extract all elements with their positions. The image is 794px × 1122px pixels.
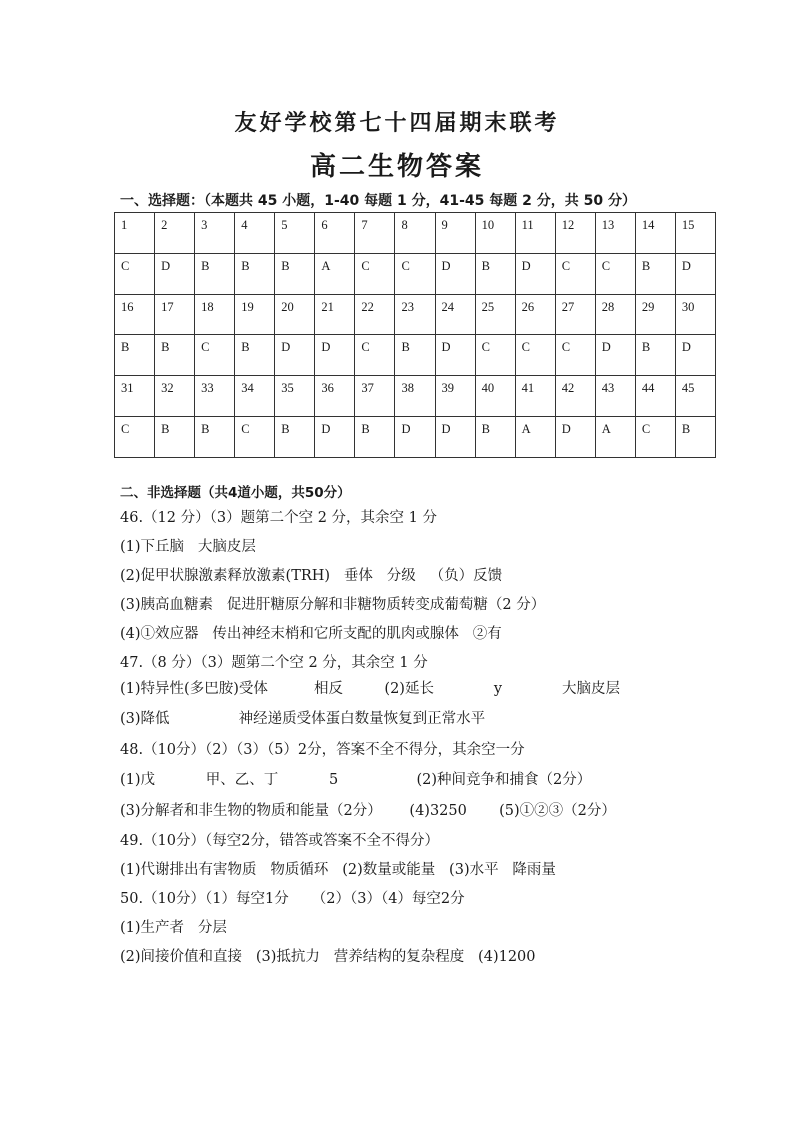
answer-cell: C	[355, 253, 395, 294]
q49-answer: (1)代谢排出有害物质 物质循环 (2)数量或能量 (3)水平 降雨量	[120, 862, 556, 878]
answer-cell: C	[195, 335, 235, 376]
answer-cell: D	[555, 417, 595, 458]
question-number-cell: 21	[315, 294, 355, 335]
question-number-cell: 43	[595, 376, 635, 417]
answer-cell: B	[475, 253, 515, 294]
q50-answer-1: (1)生产者 分层	[120, 920, 227, 936]
answer-row	[115, 417, 716, 458]
q46-answer-4: (4)①效应器 传出神经末梢和它所支配的肌肉或腺体 ②有	[120, 626, 502, 642]
answer-row	[115, 253, 716, 294]
answer-cell: B	[195, 417, 235, 458]
q50-answer-2: (2)间接价值和直接 (3)抵抗力 营养结构的复杂程度 (4)1200	[120, 949, 536, 965]
answer-cell: C	[595, 253, 635, 294]
question-number-cell: 9	[435, 213, 475, 254]
answer-cell: D	[435, 253, 475, 294]
answer-cell: C	[555, 253, 595, 294]
answer-cell: D	[275, 335, 315, 376]
question-number-cell: 31	[115, 376, 155, 417]
q48-answer-1: (1)戊 甲、乙、丁 5 (2)种间竞争和捕食（2分）	[120, 772, 592, 788]
answer-cell: B	[275, 253, 315, 294]
question-number-cell: 44	[635, 376, 675, 417]
question-number-cell: 27	[555, 294, 595, 335]
question-number-cell: 23	[395, 294, 435, 335]
q50-header: 50.（10分）（1）每空1分 （2）（3）（4）每空2分	[120, 891, 465, 907]
subject-title: 高二生物答案	[309, 152, 484, 182]
question-number-cell: 10	[475, 213, 515, 254]
question-number-cell: 7	[355, 213, 395, 254]
answer-cell: B	[355, 417, 395, 458]
question-number-cell: 24	[435, 294, 475, 335]
answer-cell: B	[675, 417, 715, 458]
answer-cell: D	[515, 253, 555, 294]
question-number-cell: 25	[475, 294, 515, 335]
answer-cell: D	[595, 335, 635, 376]
answer-cell: D	[435, 417, 475, 458]
question-number-cell: 32	[155, 376, 195, 417]
answer-cell: C	[635, 417, 675, 458]
question-number-cell: 15	[675, 213, 715, 254]
q46-answer-2: (2)促甲状腺激素释放激素(TRH) 垂体 分级 （负）反馈	[120, 568, 503, 584]
question-number-cell: 20	[275, 294, 315, 335]
question-number-cell: 5	[275, 213, 315, 254]
answer-cell: B	[195, 253, 235, 294]
q46-answer-1: (1)下丘脑 大脑皮层	[120, 539, 256, 555]
school-title: 友好学校第七十四届期末联考	[234, 110, 560, 136]
question-number-cell: 41	[515, 376, 555, 417]
question-number-row	[115, 213, 716, 254]
answer-cell: B	[115, 335, 155, 376]
question-number-cell: 39	[435, 376, 475, 417]
answer-cell: B	[475, 417, 515, 458]
question-number-cell: 36	[315, 376, 355, 417]
answer-cell: B	[635, 253, 675, 294]
answer-cell: B	[275, 417, 315, 458]
answer-cell: D	[675, 335, 715, 376]
question-number-cell: 28	[595, 294, 635, 335]
question-number-cell: 40	[475, 376, 515, 417]
q48-header: 48.（10分）（2）（3）（5）2分，答案不全不得分，其余空一分	[120, 742, 525, 758]
question-number-cell: 18	[195, 294, 235, 335]
question-number-cell: 1	[115, 213, 155, 254]
question-number-cell: 22	[355, 294, 395, 335]
question-number-row	[115, 294, 716, 335]
question-number-cell: 26	[515, 294, 555, 335]
q46-answer-3: (3)胰高血糖素 促进肝糖原分解和非糖物质转变成葡萄糖（2 分）	[120, 597, 546, 613]
question-number-cell: 14	[635, 213, 675, 254]
question-number-cell: 42	[555, 376, 595, 417]
answer-cell: C	[235, 417, 275, 458]
question-number-cell: 12	[555, 213, 595, 254]
answer-cell: D	[155, 253, 195, 294]
question-number-cell: 37	[355, 376, 395, 417]
answer-cell: D	[395, 417, 435, 458]
question-number-cell: 11	[515, 213, 555, 254]
question-number-cell: 3	[195, 213, 235, 254]
answer-cell: C	[355, 335, 395, 376]
answer-cell: A	[515, 417, 555, 458]
q49-header: 49.（10分）（每空2分，错答或答案不全不得分）	[120, 833, 439, 849]
answer-cell: D	[675, 253, 715, 294]
question-number-cell: 38	[395, 376, 435, 417]
answer-cell: B	[155, 335, 195, 376]
answer-table	[114, 212, 716, 458]
q46-header: 46.（12 分）（3）题第二个空 2 分，其余空 1 分	[120, 510, 437, 526]
answer-cell: C	[475, 335, 515, 376]
answer-cell: D	[315, 417, 355, 458]
answer-row	[115, 335, 716, 376]
question-number-cell: 45	[675, 376, 715, 417]
question-number-cell: 35	[275, 376, 315, 417]
answer-cell: B	[235, 253, 275, 294]
section1-title: 一、选择题：（本题共 45 小题，1-40 每题 1 分，41-45 每题 2 分，共 50 分）	[120, 193, 636, 209]
question-number-cell: 34	[235, 376, 275, 417]
question-number-row	[115, 376, 716, 417]
question-number-cell: 4	[235, 213, 275, 254]
q47-answer-3: (3)降低 神经递质受体蛋白数量恢复到正常水平	[120, 711, 486, 727]
question-number-cell: 8	[395, 213, 435, 254]
answer-cell: C	[115, 253, 155, 294]
question-number-cell: 16	[115, 294, 155, 335]
answer-cell: B	[155, 417, 195, 458]
answer-cell: C	[555, 335, 595, 376]
q48-answer-3: (3)分解者和非生物的物质和能量（2分） (4)3250 (5)①②③（2分）	[120, 803, 616, 819]
question-number-cell: 19	[235, 294, 275, 335]
answer-cell: B	[235, 335, 275, 376]
answer-cell: D	[435, 335, 475, 376]
answer-cell: A	[315, 253, 355, 294]
question-number-cell: 6	[315, 213, 355, 254]
question-number-cell: 17	[155, 294, 195, 335]
answer-cell: A	[595, 417, 635, 458]
question-number-cell: 30	[675, 294, 715, 335]
question-number-cell: 33	[195, 376, 235, 417]
answer-cell: C	[395, 253, 435, 294]
q47-header: 47.（8 分）（3）题第二个空 2 分，其余空 1 分	[120, 655, 428, 671]
section2-title: 二、非选择题（共4道小题，共50分）	[120, 485, 351, 501]
answer-cell: C	[115, 417, 155, 458]
question-number-cell: 13	[595, 213, 635, 254]
question-number-cell: 2	[155, 213, 195, 254]
question-number-cell: 29	[635, 294, 675, 335]
q47-answer-1: (1)特异性(多巴胺)受体 相反 (2)延长 y 大脑皮层	[120, 681, 620, 697]
answer-cell: C	[515, 335, 555, 376]
answer-cell: B	[395, 335, 435, 376]
answer-cell: D	[315, 335, 355, 376]
answer-cell: B	[635, 335, 675, 376]
